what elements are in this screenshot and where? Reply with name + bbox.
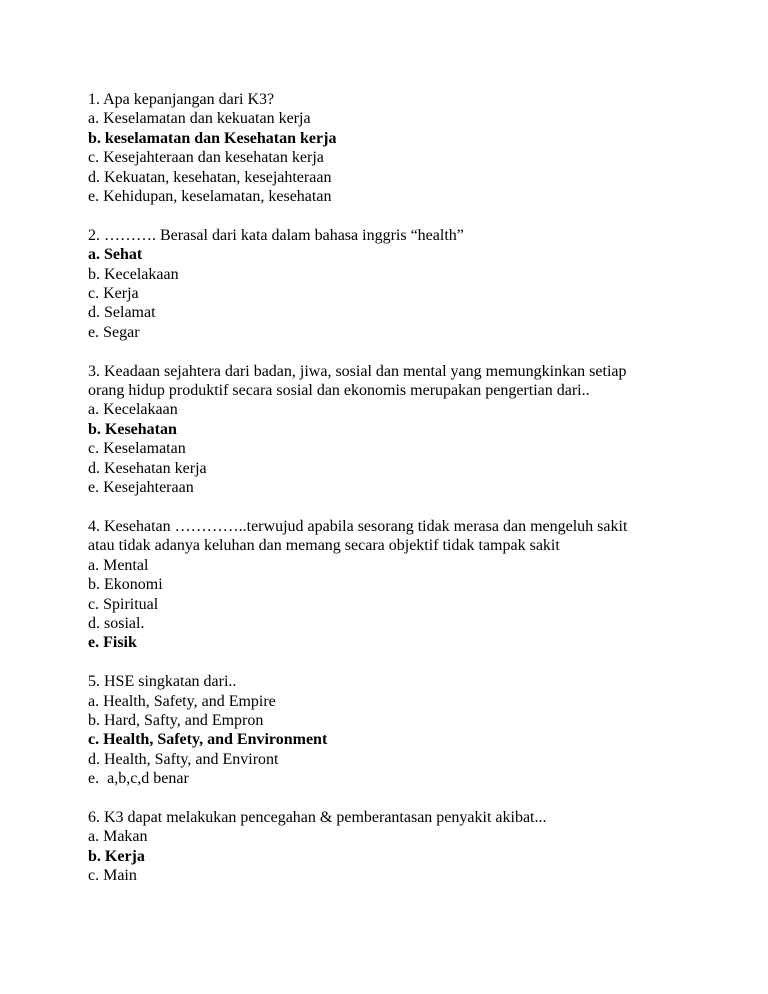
answer-option-correct: e. Fisik: [88, 634, 137, 652]
answer-option: e. a,b,c,d benar: [88, 770, 189, 788]
question-block-4: [88, 517, 708, 653]
answer-option: a. Mental: [88, 556, 149, 574]
question-text: 5. HSE singkatan dari..: [88, 673, 237, 691]
answer-option: d. Health, Safty, and Environt: [88, 750, 279, 768]
question-text: orang hidup produktif secara sosial dan ekonomis merupakan pengertian dari..: [88, 382, 590, 400]
answer-option: d. Kekuatan, kesehatan, kesejahteraan: [88, 168, 332, 186]
answer-option: a. Keselamatan dan kekuatan kerja: [88, 110, 311, 128]
question-text: 2. ………. Berasal dari kata dalam bahasa inggris “health”: [88, 226, 464, 244]
answer-option: b. Hard, Safty, and Empron: [88, 711, 264, 729]
question-text: atau tidak adanya keluhan dan memang secara objektif tidak tampak sakit: [88, 537, 560, 555]
answer-option-correct: b. keselamatan dan Kesehatan kerja: [88, 129, 337, 147]
answer-option: d. sosial.: [88, 614, 145, 632]
answer-option-correct: b. Kesehatan: [88, 420, 177, 438]
answer-option: d. Kesehatan kerja: [88, 459, 207, 477]
question-text: 6. K3 dapat melakukan pencegahan & pemberantasan penyakit akibat...: [88, 808, 547, 826]
answer-option: a. Makan: [88, 828, 148, 846]
question-block-1: [88, 90, 708, 206]
answer-option: c. Main: [88, 867, 137, 885]
answer-option-correct: b. Kerja: [88, 847, 145, 865]
answer-option: c. Kerja: [88, 285, 139, 303]
question-text: 1. Apa kepanjangan dari K3?: [88, 91, 275, 108]
answer-option: c. Kesejahteraan dan kesehatan kerja: [88, 149, 324, 167]
question-text: 3. Keadaan sejahtera dari badan, jiwa, sosial dan mental yang memungkinkan setiap: [88, 362, 627, 380]
question-text: 4. Kesehatan …………..terwujud apabila sesorang tidak merasa dan mengeluh sakit: [88, 517, 628, 535]
answer-option: e. Kehidupan, keselamatan, kesehatan: [88, 188, 332, 206]
question-block-6: [88, 808, 708, 886]
answer-option-correct: c. Health, Safety, and Environment: [88, 731, 328, 749]
answer-option: c. Keselamatan: [88, 440, 186, 458]
quiz-document: [88, 90, 708, 905]
answer-option: c. Spiritual: [88, 595, 159, 613]
answer-option: b. Kecelakaan: [88, 265, 179, 283]
answer-option: e. Segar: [88, 323, 140, 341]
answer-option: a. Health, Safety, and Empire: [88, 692, 276, 710]
answer-option-correct: a. Sehat: [88, 246, 143, 264]
answer-option: a. Kecelakaan: [88, 401, 178, 419]
question-block-2: [88, 226, 708, 342]
answer-option: e. Kesejahteraan: [88, 479, 194, 497]
answer-option: d. Selamat: [88, 304, 156, 322]
answer-option: b. Ekonomi: [88, 576, 163, 594]
question-block-3: [88, 362, 708, 498]
question-block-5: [88, 672, 708, 788]
